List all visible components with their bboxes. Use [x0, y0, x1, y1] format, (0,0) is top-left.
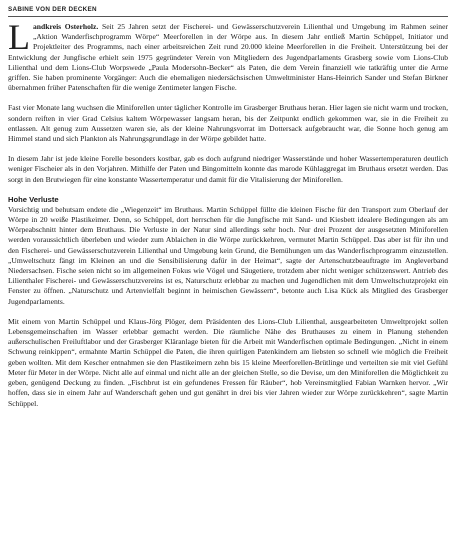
- paragraph-2: Fast vier Monate lang wuchsen die Miniforellen unter täglicher Kontrolle im Grasberger Bruthaus heran. Hier lagen sie nicht warm und trocken, sondern reiften in vier Grad Celsius kaltem Wörpewasser langsam heran, bis der Zeitpunkt endlich gekommen war, sie in die Freiheit zu entlassen. Alt genug zum Aussetzen waren sie, als der kleine Nahrungsvorrat im Dottersack aufgebraucht war, die Sonne hoch genug am Himmel stand und sich Plankton als Nahrungsgrundlage in der Wörpe gebildet hatte.: [8, 103, 448, 144]
- paragraph-3: In diesem Jahr ist jede kleine Forelle besonders kostbar, gab es doch aufgrund niedriger Wasserstände und hoher Wassertemperaturen deutlich weniger Fischeier als in den Vorjahren. Mithilfe der Paten und Bingomitteln konnte das marode Kühlaggregat im Bruthaus ersetzt werden. Das sorgt in den Brutwiegen für eine konstante Wassertemperatur und damit für die Vitalisierung der Miniforellen.: [8, 154, 448, 184]
- subheading: Hohe Verluste: [8, 194, 59, 204]
- byline-divider: [8, 16, 448, 17]
- paragraph-intro-text: Seit 25 Jahren setzt der Fischerei- und Gewässerschutzverein Lilienthal und Umgebung im Rahmen seiner „Aktion Wanderfischprogramm Wörpe“ Meerforellen in der Wörpe aus. In diesem Jahr entließ Martin Schüppel, Initiator und Projektleiter des Programms, nach einer arbeitsreichen Zeit rund 20.000 kleine Meerforellen in die Freiheit. Unterstützung bei der Entwicklung der Jungfische erhielt sein 1975 gegründeter Verein von Mitgliedern des Jugendparlaments Grasberg sowie vom Lions-Club Lilienthal und dem Lions-Club Worpswede „Paula Modersohn-Becker“ als Paten, die dem Verein finanziell wie tatkräftig unter die Arme griffen. Sie haben prominente Vorgänger: Auch die ehemaligen niedersächsischen Umweltminister Hans-Heinrich Sander und Stefan Birkner übernahmen früher Patenschaften für die wenige Zentimeter langen Fische.: [8, 22, 448, 93]
- paragraph-5: Mit einem von Martin Schüppel und Klaus-Jörg Plöger, dem Präsidenten des Lions-Club Lilienthal, ausgearbeiteten Umweltprojekt sollen Lebensgemeinschaften im Wasser erlebbar gemacht werden. Die räumliche Nähe des Bruthauses zu einem in Planung stehenden außerschulischen Freiluftlabor und der Grasberger Kläranlage bieten für die Arbeit mit Wanderfischen optimale Bedingungen. „Nicht in einem Schwung reinkippen“, ermahnte Martin Schüppel die Paten, die ihren quirligen Patenkindern am liebsten so schnell wie möglich die Freiheit geben wollten. Mit dem Kescher entnahmen sie den Plastikeimern zehn bis 15 kleine Meerforellen-Brütlinge und verteilten sie mit viel Gefühl Meter für Meter in der Wörpe. Nicht alle auf einmal und nicht alle an der gleichen Stelle, so die Devise, um den Miniforellen die Möglichkeit zu geben, genügend Deckung zu finden. „Fischbrut ist ein gefundenes Fressen für Räuber“, hob Vereinsmitglied Fabian Warnken hervor. „Wir hoffen, dass sie in einem Jahr auf Wanderschaft gehen und gut genährt in drei bis vier Jahren wieder zur Wörpe zurückkehren“, sagte Martin Schüppel.: [8, 316, 448, 408]
- dateline: andkreis Osterholz.: [33, 22, 99, 31]
- paragraph-4: Vorsichtig und behutsam endete die „Wiegenzeit“ im Bruthaus. Martin Schüppel füllte die kleinen Fische für den Transport zum Oberlauf der Wörpe in 20 weiße Plastikeimer. Denn, so Schüppel, dort herrschen für die Jungfische mit Sand- und Kiesbett idealere Bedingungen als am Wörpeabschnitt hinter dem Bruthaus. Die Verluste in der Natur sind allerdings sehr hoch. Nur drei Prozent der ausgesetzten Miniforellen werden voraussichtlich überleben und wieder zum Ablaichen in die Wörpe zurückkehren, vermutet Martin Schüppel. Das aber ist für ihn und den Fischerei- und Gewässerschutzverein Lilienthal und Umgebung kein Grund, die Bemühungen um das Wanderfischprogramm einzustellen. „Umweltschutz fängt im Kleinen an und die Sensibilisierung dafür in der Heimat“, sagte der Artenschutzbeauftragte im Angleverband Niedersachsen. Fische seien nicht so im allgemeinen Fokus wie Vögel und Säugetiere, trotzdem aber nicht weniger schützenswert. Antrieb des Lilienthaler Fischerei- und Gewässerschutzvereins ist es, Naturschutz erlebbar zu machen und Jugendlichen mit dem Umweltschutzprojekt ein Fenster zu öffnen. „Naturschutz und Artenvielfalt beginnt in heimischen Gewässern“, betonte auch Lisa Kück als Mitglied des Grasberger Jugendparlaments.: [8, 204, 448, 306]
- paragraph-intro: [8, 17, 448, 93]
- drop-cap: L: [8, 17, 30, 57]
- author-byline: SABINE VON DER DECKEN: [8, 6, 97, 13]
